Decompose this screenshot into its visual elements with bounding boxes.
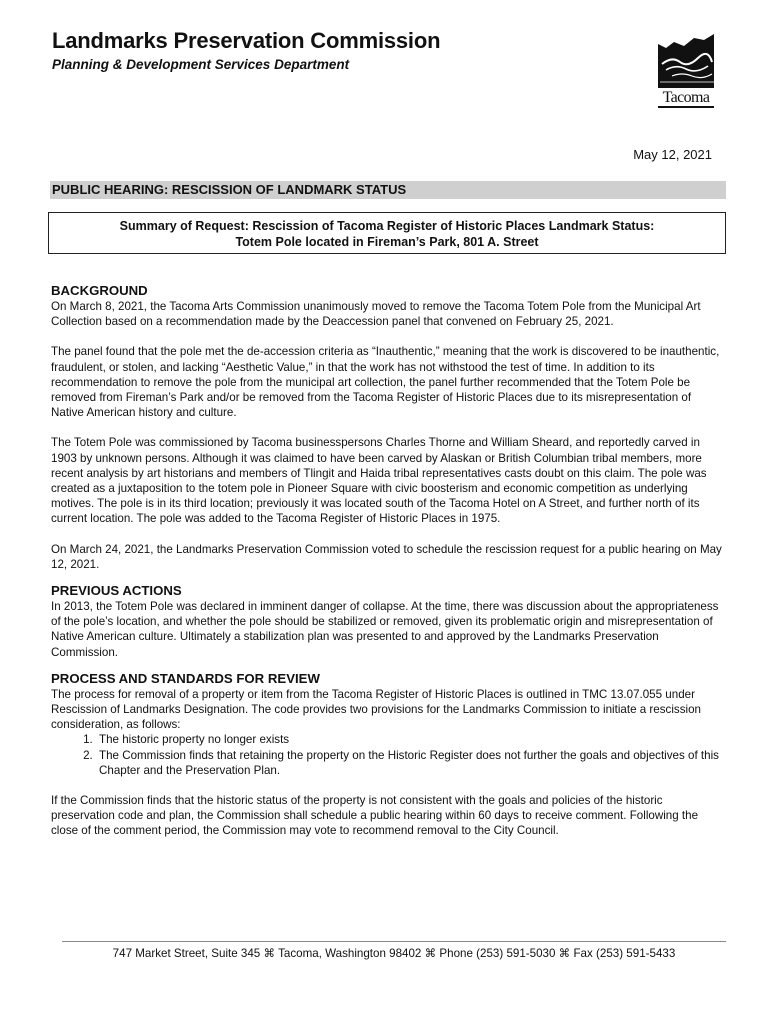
background-paragraph-2: The panel found that the pole met the de-accession criteria as “Inauthentic,” meaning that the work is discovered to be inauthentic, fraudulent, or stolen, and lacking “Aesthetic Value,” in that the work has not withstood the test of time. In addition to its recommendation to remove the pole from the municipal art collection, the panel further recommended that the Totem Pole be removed from Fireman’s Park and/or be removed from the Tacoma Register of Historic Places due to its misrepresentation of Native American history and culture. [51, 345, 720, 420]
background-heading: BACKGROUND [51, 283, 148, 298]
document-body [51, 282, 723, 839]
provision-item: 2. The Commission finds that retaining the property on the Historic Register does not further the goals and objectives of this Chapter and the Preservation Plan. [96, 748, 723, 778]
footer-address: 747 Market Street, Suite 345 ⌘ Tacoma, Washington 98402 ⌘ Phone (253) 591-5030 ⌘ Fax (253) 591-5433 [112, 947, 676, 960]
footer-divider [62, 941, 726, 942]
background-paragraph-4: On March 24, 2021, the Landmarks Preservation Commission voted to schedule the rescission request for a public hearing on May 12, 2021. [51, 542, 722, 571]
document-date: May 12, 2021 [633, 147, 712, 162]
logo-wordmark: Tacoma [658, 89, 714, 108]
provision-item: 1. The historic property no longer exists [96, 732, 723, 747]
summary-of-request-box [48, 212, 726, 254]
page-title: Landmarks Preservation Commission [52, 28, 441, 53]
previous-actions-heading: PREVIOUS ACTIONS [51, 583, 182, 599]
process-intro: The process for removal of a property or item from the Tacoma Register of Historic Places is outlined in TMC 13.07.055 under Rescission of Landmarks Designation. The code provides two provisions for the Landmarks Commission to initiate a rescission consideration, as follows: [51, 687, 701, 732]
previous-actions-paragraph: In 2013, the Totem Pole was declared in imminent danger of collapse. At the time, there was discussion about the appropriateness of the pole’s location, and whether the pole should be stabilized or removed, given its problematic origin and misrepresentation of Native American culture. Ultimately a stabilization plan was presented to and approved by the Landmarks Preservation Commission. [51, 600, 719, 659]
department-subtitle: Planning & Development Services Department [52, 57, 350, 72]
summary-line-1: Summary of Request: Rescission of Tacoma Register of Historic Places Landmark Status: [119, 219, 655, 233]
logo-mountain-icon [658, 34, 714, 88]
provisions-list [51, 732, 723, 778]
background-paragraph-3: The Totem Pole was commissioned by Tacoma businesspersons Charles Thorne and William Sheard, and reportedly carved in 1903 by unknown persons. Although it was claimed to have been carved by Alaskan or British Columbian tribal members, more recent analysis by art historians and members of Tlingit and Haida tribal representatives casts doubt on this claim. The pole was created as a juxtaposition to the totem pole in Pioneer Square with civic boosterism and economic competition as underlying motives. The pole is in its third location; previously it was located south of the Tacoma Hotel on A Street, and further north of its current location. The pole was added to the Tacoma Register of Historic Places in 1975. [51, 436, 707, 526]
hearing-heading: PUBLIC HEARING: RESCISSION OF LANDMARK STATUS [50, 181, 726, 199]
process-closing: If the Commission finds that the historic status of the property is not consistent with the goals and policies of the historic preservation code and plan, the Commission shall schedule a public hearing within 60 days to receive comment. Following the close of the comment period, the Commission may vote to recommend removal to the City Council. [51, 794, 699, 838]
summary-line-2: Totem Pole located in Fireman’s Park, 801 A. Street [235, 235, 539, 249]
background-paragraph-1: On March 8, 2021, the Tacoma Arts Commission unanimously moved to remove the Tacoma Totem Pole from the Municipal Art Collection based on a recommendation made by the Deaccession panel that convened on February 25, 2021. [51, 300, 701, 329]
process-heading: PROCESS AND STANDARDS FOR REVIEW [51, 670, 320, 686]
tacoma-logo [658, 34, 714, 108]
